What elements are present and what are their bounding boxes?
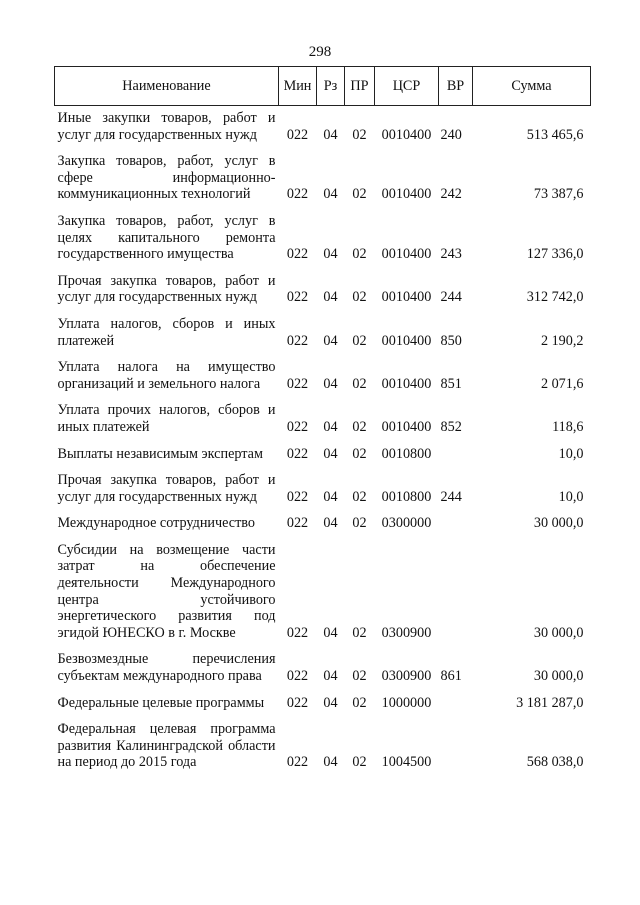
- table-row: [55, 106, 591, 146]
- row-csr: 0010400: [381, 186, 432, 203]
- row-pr: 02: [352, 289, 367, 306]
- row-sum: 10,0: [558, 445, 584, 462]
- budget-table: [54, 66, 591, 773]
- table-row: [55, 205, 591, 265]
- header-csr: ЦСР: [375, 67, 439, 106]
- row-vr: 851: [440, 375, 462, 392]
- row-pr: 02: [352, 488, 367, 505]
- row-name: Международное сотрудничество: [57, 515, 255, 532]
- row-min: 022: [286, 418, 309, 435]
- table-body: [55, 106, 591, 774]
- row-vr: [439, 687, 473, 714]
- table-row: [55, 145, 591, 205]
- row-rz: 04: [323, 375, 338, 392]
- header-rz: Рз: [317, 67, 345, 106]
- row-min: 022: [286, 624, 309, 641]
- row-csr: 0010400: [381, 126, 432, 143]
- table-header: [55, 67, 591, 106]
- row-pr: 02: [352, 694, 367, 711]
- row-name: Субсидии на возмещение части затрат на обеспечение деятельности Международного центра устойчивого энергетического развития под эгидой ЮНЕСКО в г. Москве: [57, 541, 276, 641]
- header-sum: Сумма: [473, 67, 591, 106]
- row-csr: 1004500: [381, 754, 432, 771]
- row-min: 022: [286, 186, 309, 203]
- row-vr: 243: [440, 246, 462, 263]
- table-row: [55, 351, 591, 394]
- page-number: 298: [308, 44, 332, 60]
- row-sum: 30 000,0: [533, 624, 584, 641]
- row-name: Уплата прочих налогов, сборов и иных платежей: [57, 402, 276, 435]
- row-name: Уплата налога на имущество организаций и земельного налога: [57, 359, 276, 392]
- row-csr: 0010400: [381, 289, 432, 306]
- row-pr: 02: [352, 126, 367, 143]
- table-row: [55, 394, 591, 437]
- table-row: [55, 534, 591, 644]
- row-min: 022: [286, 445, 309, 462]
- row-sum: 2 190,2: [540, 332, 584, 349]
- table-row: [55, 687, 591, 714]
- row-sum: 118,6: [552, 418, 584, 435]
- row-sum: 568 038,0: [526, 754, 584, 771]
- table-row: [55, 643, 591, 686]
- row-min: 022: [286, 668, 309, 685]
- table-row: [55, 265, 591, 308]
- table-row: [55, 464, 591, 507]
- row-min: 022: [286, 126, 309, 143]
- row-pr: 02: [352, 445, 367, 462]
- table-row: [55, 507, 591, 534]
- row-name: Безвозмездные перечисления субъектам международного права: [57, 651, 276, 685]
- row-pr: 02: [352, 418, 367, 435]
- row-rz: 04: [323, 246, 338, 263]
- row-csr: 0010400: [381, 375, 432, 392]
- header-pr: ПР: [345, 67, 375, 106]
- row-pr: 02: [352, 246, 367, 263]
- row-name: Прочая закупка товаров, работ и услуг для государственных нужд: [57, 272, 276, 306]
- row-vr: 852: [440, 418, 462, 435]
- header-min: Мин: [279, 67, 317, 106]
- header-vr: ВР: [439, 67, 473, 106]
- row-csr: 0010800: [381, 445, 432, 462]
- row-vr: 244: [440, 289, 462, 306]
- row-vr: [439, 713, 473, 773]
- row-name: Выплаты независимым экспертам: [57, 445, 263, 462]
- row-vr: 244: [440, 488, 462, 505]
- row-pr: 02: [352, 186, 367, 203]
- row-rz: 04: [323, 624, 338, 641]
- row-min: 022: [286, 332, 309, 349]
- row-min: 022: [286, 515, 309, 532]
- row-csr: 0300900: [381, 668, 432, 685]
- row-rz: 04: [323, 694, 338, 711]
- row-sum: 2 071,6: [540, 375, 584, 392]
- row-vr: [439, 507, 473, 534]
- row-csr: 0300000: [381, 515, 432, 532]
- row-name: Федеральные целевые программы: [57, 694, 265, 711]
- row-rz: 04: [323, 754, 338, 771]
- row-sum: 513 465,6: [526, 126, 584, 143]
- row-rz: 04: [323, 126, 338, 143]
- row-rz: 04: [323, 186, 338, 203]
- row-pr: 02: [352, 515, 367, 532]
- row-vr: 240: [440, 126, 462, 143]
- row-sum: 73 387,6: [533, 186, 584, 203]
- row-vr: 850: [440, 332, 462, 349]
- table-row: [55, 308, 591, 351]
- row-name: Закупка товаров, работ, услуг в целях капитального ремонта государственного имущества: [57, 212, 276, 263]
- row-name: Прочая закупка товаров, работ и услуг для государственных нужд: [57, 472, 276, 505]
- row-min: 022: [286, 694, 309, 711]
- table-row: [55, 438, 591, 465]
- row-name: Закупка товаров, работ, услуг в сфере информационно-коммуникационных технологий: [57, 153, 276, 203]
- row-rz: 04: [323, 332, 338, 349]
- row-rz: 04: [323, 418, 338, 435]
- row-rz: 04: [323, 445, 338, 462]
- row-rz: 04: [323, 289, 338, 306]
- row-pr: 02: [352, 375, 367, 392]
- row-vr: 861: [440, 668, 462, 685]
- row-pr: 02: [352, 668, 367, 685]
- row-sum: 3 181 287,0: [516, 694, 584, 711]
- row-csr: 0010800: [381, 488, 432, 505]
- row-sum: 10,0: [558, 488, 584, 505]
- row-csr: 0010400: [381, 332, 432, 349]
- row-csr: 0010400: [381, 418, 432, 435]
- row-pr: 02: [352, 754, 367, 771]
- row-pr: 02: [352, 624, 367, 641]
- row-vr: 242: [440, 186, 462, 203]
- row-csr: 0300900: [381, 624, 432, 641]
- row-sum: 312 742,0: [526, 289, 584, 306]
- table-row: [55, 713, 591, 773]
- row-rz: 04: [323, 668, 338, 685]
- row-sum: 30 000,0: [533, 515, 584, 532]
- row-min: 022: [286, 289, 309, 306]
- row-rz: 04: [323, 488, 338, 505]
- row-rz: 04: [323, 515, 338, 532]
- row-name: Уплата налогов, сборов и иных платежей: [57, 315, 276, 349]
- header-name: Наименование: [55, 67, 279, 106]
- row-min: 022: [286, 488, 309, 505]
- row-sum: 127 336,0: [526, 246, 584, 263]
- row-min: 022: [286, 246, 309, 263]
- row-vr: [439, 438, 473, 465]
- row-csr: 0010400: [381, 246, 432, 263]
- row-pr: 02: [352, 332, 367, 349]
- row-min: 022: [286, 754, 309, 771]
- row-csr: 1000000: [381, 694, 432, 711]
- row-name: Иные закупки товаров, работ и услуг для государственных нужд: [57, 110, 276, 143]
- row-sum: 30 000,0: [533, 668, 584, 685]
- row-name: Федеральная целевая программа развития Калининградской области на период до 2015 года: [57, 721, 276, 771]
- row-vr: [439, 534, 473, 644]
- row-min: 022: [286, 375, 309, 392]
